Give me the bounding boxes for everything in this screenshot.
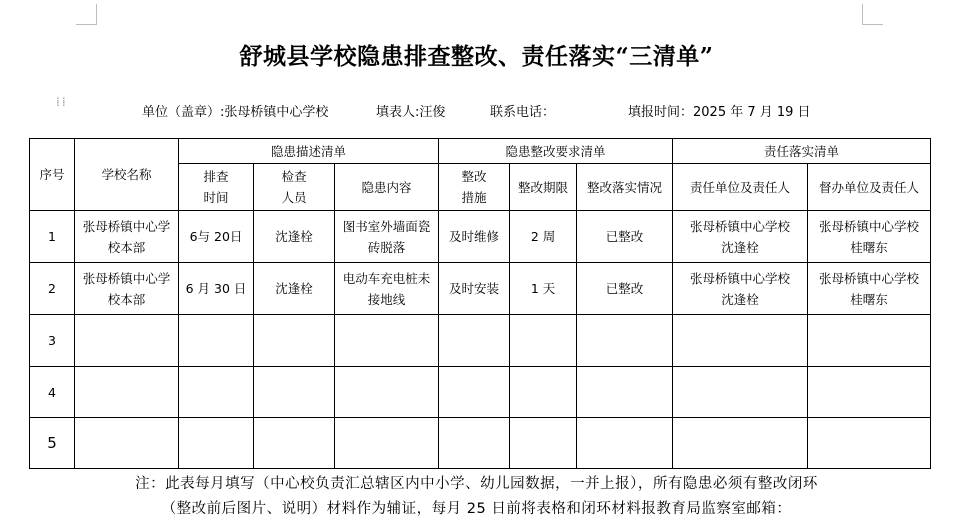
row-status: 已整改 — [577, 263, 673, 315]
phone-field: 联系电话： — [490, 105, 556, 120]
row-content[interactable] — [335, 418, 439, 469]
row-measure[interactable] — [439, 367, 510, 418]
table-row — [30, 263, 931, 315]
row-inspector[interactable] — [254, 315, 335, 367]
unit-field: 单位（盖章）:张母桥镇中心学校 — [142, 105, 329, 120]
row-deadline[interactable] — [510, 315, 577, 367]
table-row — [30, 418, 931, 469]
row-seq: 5 — [30, 418, 75, 469]
row-content[interactable] — [335, 315, 439, 367]
row-school[interactable] — [75, 367, 179, 418]
filler-field: 填表人:汪俊 — [376, 105, 446, 120]
row-check-time: 6与 20日 — [179, 211, 254, 263]
row-deadline: 2 周 — [510, 211, 577, 263]
table-row — [30, 367, 931, 418]
row-resp-unit: 张母桥镇中心学校 沈逢栓 — [673, 263, 808, 315]
row-supervise-unit: 张母桥镇中心学校 桂曙东 — [808, 263, 931, 315]
row-resp-unit[interactable] — [673, 418, 808, 469]
note-line-1: 注：此表每月填写（中心校负责汇总辖区内中小学、幼儿园数据，一并上报），所有隐患必须有整改闭环 — [135, 476, 818, 492]
row-check-time[interactable] — [179, 418, 254, 469]
header-measure: 整改 措施 — [439, 164, 510, 211]
row-seq: 4 — [30, 367, 75, 418]
note-line-2: （整改前后图片、说明）材料作为辅证，每月 25 日前将表格和闭环材料报教育局监察室邮箱： — [161, 501, 792, 517]
page-margin-corner-right — [862, 4, 883, 25]
row-supervise-unit: 张母桥镇中心学校 桂曙东 — [808, 211, 931, 263]
row-supervise-unit[interactable] — [808, 418, 931, 469]
row-content: 电动车充电桩未接地线 — [335, 263, 439, 315]
header-status: 整改落实情况 — [577, 164, 673, 211]
page-margin-corner-left — [76, 4, 97, 25]
row-seq: 3 — [30, 315, 75, 367]
header-content: 隐患内容 — [335, 164, 439, 211]
row-status[interactable] — [577, 315, 673, 367]
table-row — [30, 211, 931, 263]
header-supervise-unit: 督办单位及责任人 — [808, 164, 931, 211]
row-inspector[interactable] — [254, 367, 335, 418]
row-check-time[interactable] — [179, 367, 254, 418]
header-resp-unit: 责任单位及责任人 — [673, 164, 808, 211]
row-inspector: 沈逢栓 — [254, 211, 335, 263]
row-measure[interactable] — [439, 418, 510, 469]
row-content[interactable] — [335, 367, 439, 418]
row-deadline: 1 天 — [510, 263, 577, 315]
table-move-handle-icon[interactable]: ⁞⁞ — [56, 95, 68, 109]
header-check-time: 排查 时间 — [179, 164, 254, 211]
row-resp-unit[interactable] — [673, 315, 808, 367]
date-field: 填报时间：2025 年 7 月 19 日 — [628, 105, 811, 120]
row-check-time[interactable] — [179, 315, 254, 367]
row-school[interactable] — [75, 418, 179, 469]
header-inspector: 检查 人员 — [254, 164, 335, 211]
group-rectify-req: 隐患整改要求清单 — [439, 139, 673, 164]
row-deadline[interactable] — [510, 418, 577, 469]
row-measure: 及时维修 — [439, 211, 510, 263]
row-supervise-unit[interactable] — [808, 367, 931, 418]
three-list-table — [29, 138, 931, 469]
row-status[interactable] — [577, 367, 673, 418]
row-school: 张母桥镇中心学校本部 — [75, 263, 179, 315]
row-measure[interactable] — [439, 315, 510, 367]
row-resp-unit[interactable] — [673, 367, 808, 418]
row-measure: 及时安装 — [439, 263, 510, 315]
row-status: 已整改 — [577, 211, 673, 263]
row-resp-unit: 张母桥镇中心学校 沈逢栓 — [673, 211, 808, 263]
row-seq: 2 — [30, 263, 75, 315]
row-inspector[interactable] — [254, 418, 335, 469]
row-school[interactable] — [75, 315, 179, 367]
row-status[interactable] — [577, 418, 673, 469]
table-row — [30, 315, 931, 367]
group-responsibility: 责任落实清单 — [673, 139, 931, 164]
header-deadline: 整改期限 — [510, 164, 577, 211]
row-check-time: 6 月 30 日 — [179, 263, 254, 315]
header-school: 学校名称 — [75, 139, 179, 211]
header-seq: 序号 — [30, 139, 75, 211]
row-deadline[interactable] — [510, 367, 577, 418]
document-title: 舒城县学校隐患排查整改、责任落实“三清单” — [239, 43, 714, 70]
row-seq: 1 — [30, 211, 75, 263]
group-hazard-desc: 隐患描述清单 — [179, 139, 439, 164]
row-supervise-unit[interactable] — [808, 315, 931, 367]
row-school: 张母桥镇中心学校本部 — [75, 211, 179, 263]
row-inspector: 沈逢栓 — [254, 263, 335, 315]
row-content: 图书室外墙面瓷砖脱落 — [335, 211, 439, 263]
